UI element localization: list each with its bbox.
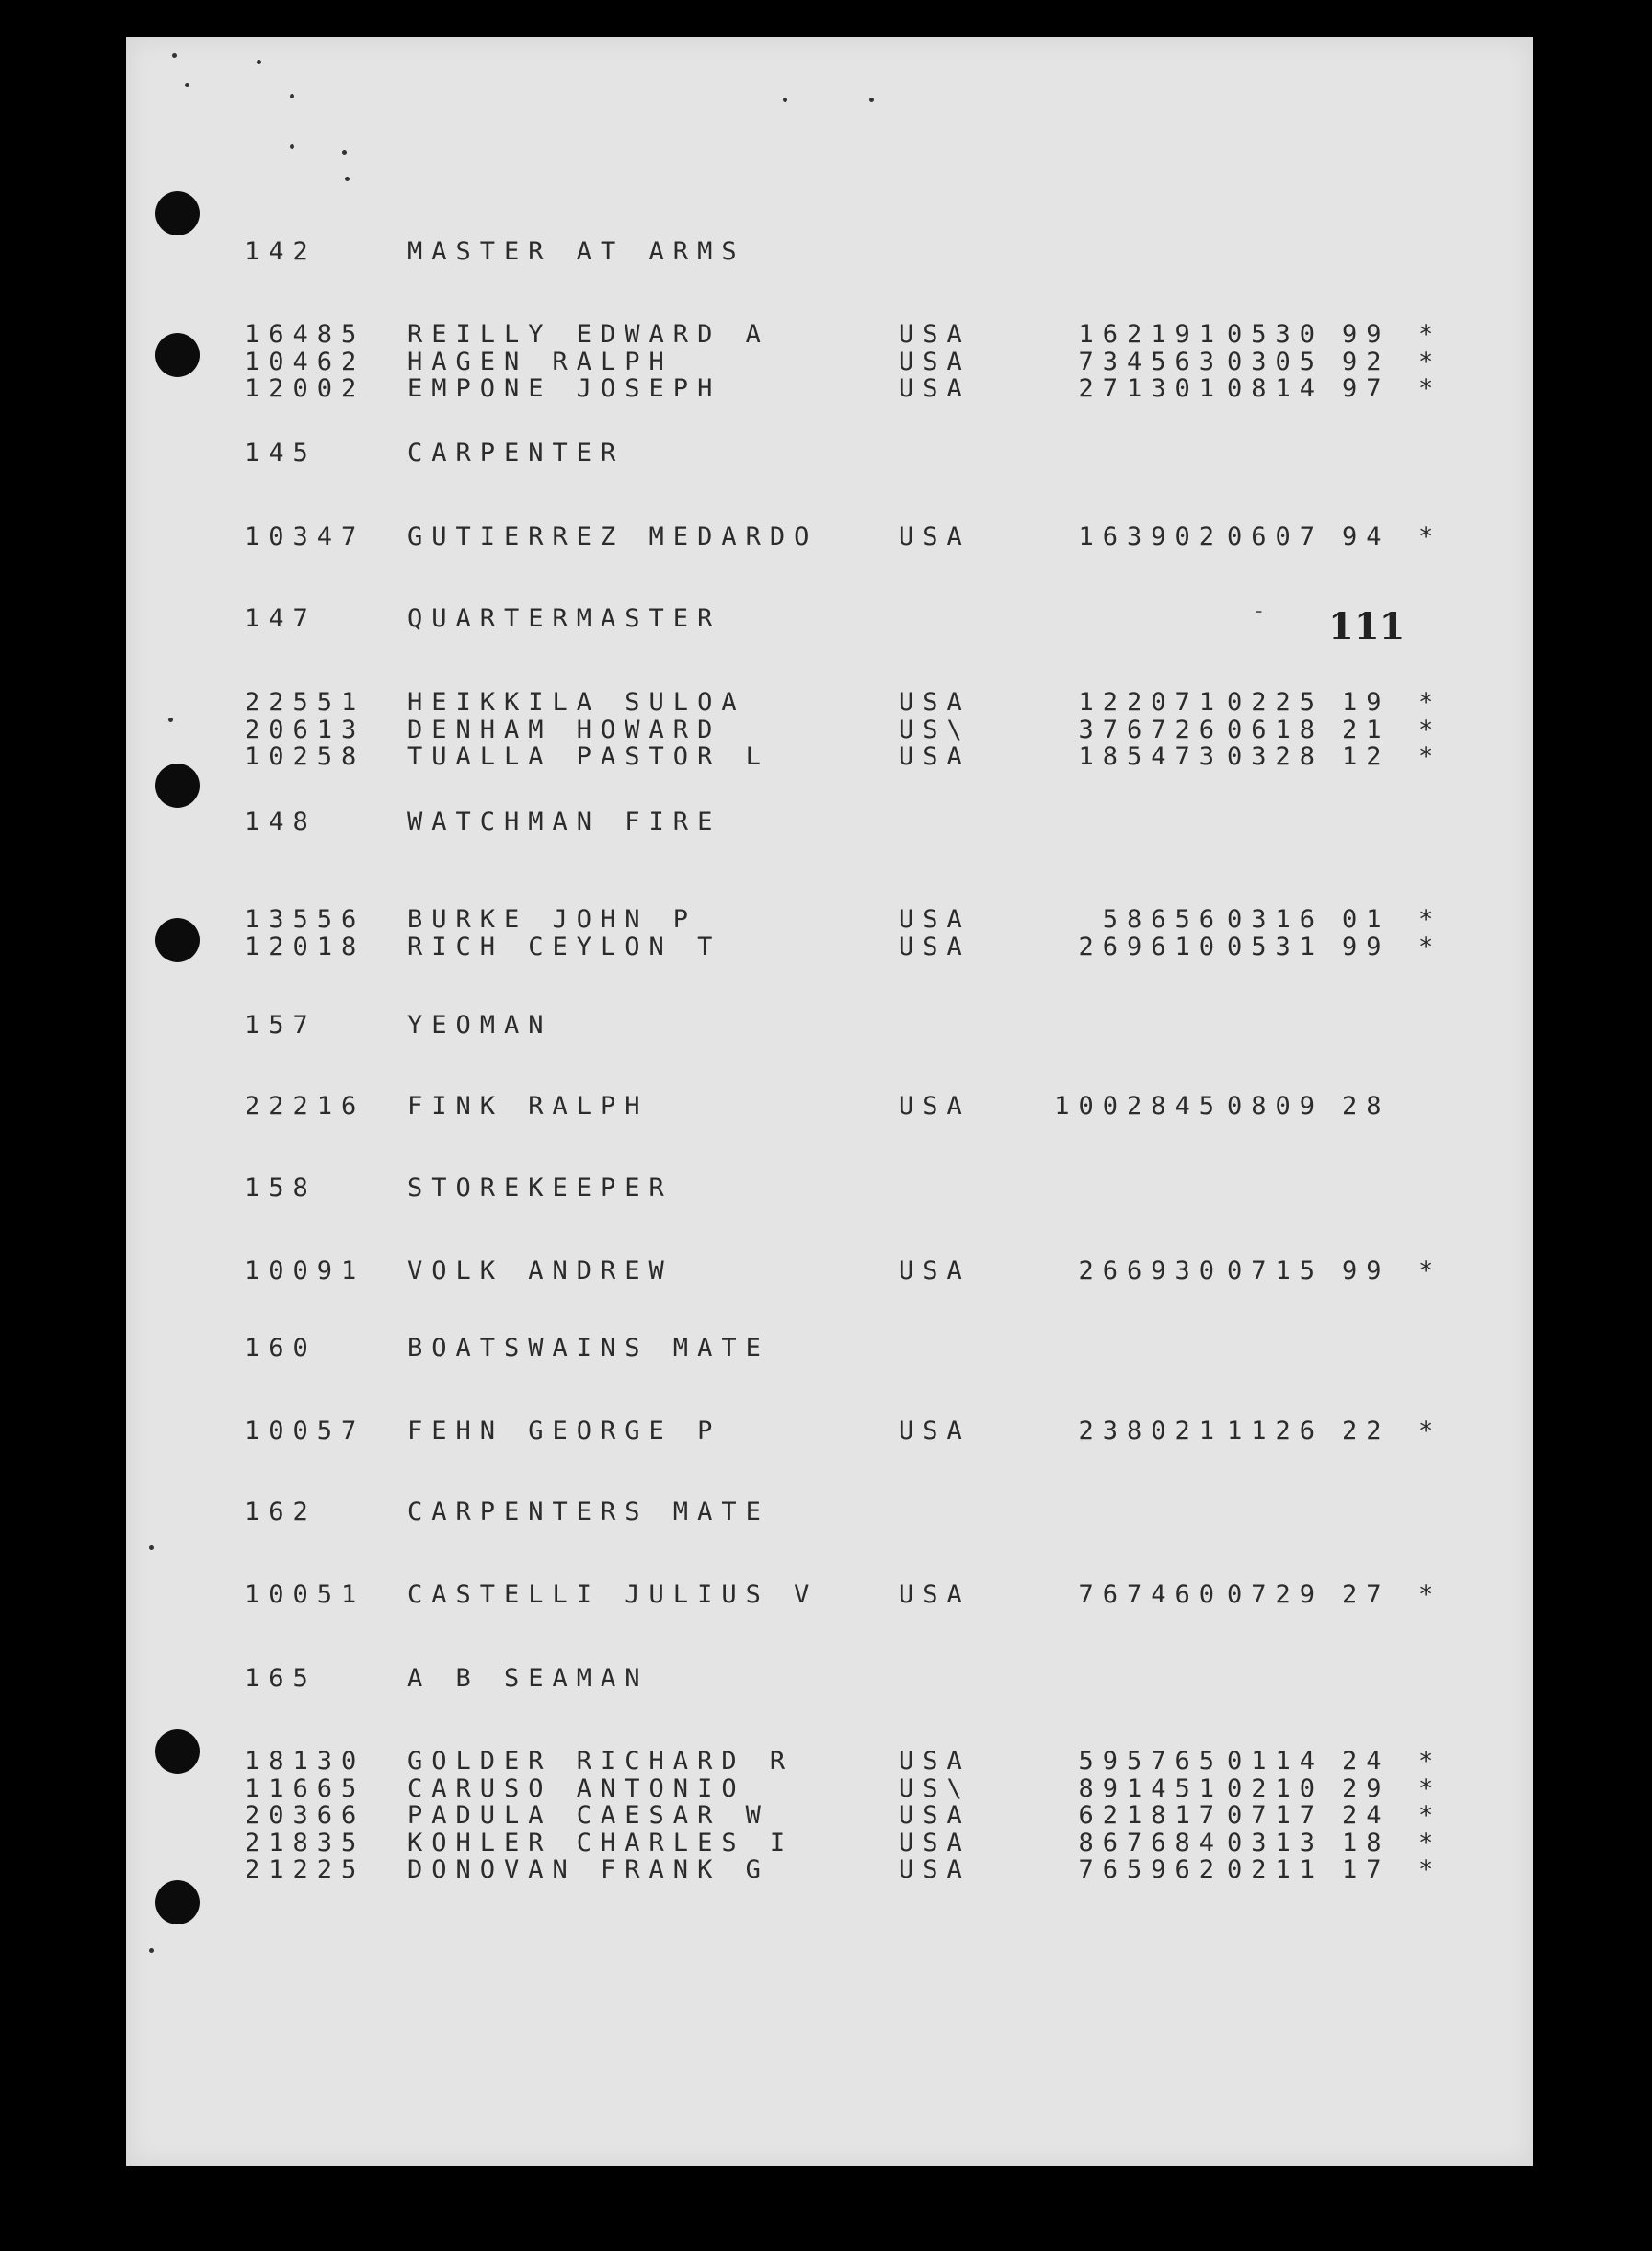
rating-title: QUARTERMASTER: [407, 604, 722, 633]
document-number: 767460: [1078, 1580, 1223, 1609]
rating-title: WATCHMAN FIRE: [407, 808, 722, 836]
document-number: 867684: [1078, 1828, 1223, 1857]
ink-speck: [149, 1948, 154, 1953]
nationality: USA: [899, 1801, 971, 1830]
rating-title: STOREKEEPER: [407, 1174, 673, 1202]
rating-title: BOATSWAINS MATE: [407, 1334, 770, 1362]
ink-speck: [257, 60, 261, 64]
nationality: USA: [899, 347, 971, 376]
crew-name: HEIKKILA SULOA: [407, 688, 746, 717]
section-header: [126, 1174, 1533, 1211]
rating-code: 158: [245, 1174, 317, 1202]
ink-speck: [185, 83, 189, 87]
crew-name: HAGEN RALPH: [407, 347, 673, 376]
rating-title: A B SEAMAN: [407, 1664, 649, 1693]
section-header: [126, 237, 1533, 274]
crew-number: 21835: [245, 1828, 366, 1857]
page-number: 111: [1328, 605, 1405, 649]
crew-number: 21225: [245, 1855, 366, 1884]
nationality: USA: [899, 905, 971, 934]
date-code: 0225: [1227, 688, 1325, 717]
crew-number: 16485: [245, 320, 366, 349]
crew-number: 10258: [245, 742, 366, 771]
nationality: USA: [899, 1580, 971, 1609]
date-code: 0211: [1227, 1855, 1325, 1884]
asterisk-mark: *: [1418, 1774, 1443, 1803]
document-number: 765962: [1078, 1855, 1223, 1884]
crew-number: 12002: [245, 374, 366, 403]
crew-number: 12018: [245, 932, 366, 961]
nationality: US\: [899, 715, 971, 744]
section-header: [126, 808, 1533, 844]
crew-name: PADULA CAESAR W: [407, 1801, 770, 1830]
year-code: 17: [1342, 1855, 1391, 1884]
crew-number: 20613: [245, 715, 366, 744]
ink-speck: [869, 98, 874, 102]
crew-name: FINK RALPH: [407, 1092, 649, 1120]
date-code: 0814: [1227, 374, 1325, 403]
date-code: 0313: [1227, 1828, 1325, 1857]
date-code: 1126: [1227, 1417, 1325, 1445]
crew-name: FEHN GEORGE P: [407, 1417, 722, 1445]
year-code: 24: [1342, 1747, 1391, 1775]
crew-number: 10347: [245, 523, 366, 551]
crew-number: 13556: [245, 905, 366, 934]
crew-name: CASTELLI JULIUS V: [407, 1580, 819, 1609]
crew-number: 10057: [245, 1417, 366, 1445]
nationality: US\: [899, 1774, 971, 1803]
section-header: [126, 1334, 1533, 1371]
date-code: 0531: [1227, 932, 1325, 961]
rating-code: 162: [245, 1498, 317, 1526]
document-number: 122071: [1078, 688, 1223, 717]
year-code: 29: [1342, 1774, 1391, 1803]
crew-number: 22216: [245, 1092, 366, 1120]
crew-row: [126, 374, 1533, 411]
date-code: 0607: [1227, 523, 1325, 551]
year-code: 28: [1342, 1092, 1391, 1120]
document-number: 734563: [1078, 347, 1223, 376]
year-code: 99: [1342, 932, 1391, 961]
punch-hole: [155, 191, 200, 235]
crew-name: DENHAM HOWARD: [407, 715, 722, 744]
year-code: 21: [1342, 715, 1391, 744]
crew-name: GOLDER RICHARD R: [407, 1747, 795, 1775]
year-code: 97: [1342, 374, 1391, 403]
year-code: 24: [1342, 1801, 1391, 1830]
asterisk-mark: *: [1418, 905, 1443, 934]
year-code: 94: [1342, 523, 1391, 551]
asterisk-mark: *: [1418, 742, 1443, 771]
rating-title: MASTER AT ARMS: [407, 237, 746, 266]
crew-name: BURKE JOHN P: [407, 905, 698, 934]
crew-name: KOHLER CHARLES I: [407, 1828, 795, 1857]
crew-number: 11665: [245, 1774, 366, 1803]
crew-row: [126, 523, 1533, 559]
crew-name: VOLK ANDREW: [407, 1257, 673, 1285]
asterisk-mark: *: [1418, 320, 1443, 349]
crew-row: [126, 933, 1533, 970]
year-code: 19: [1342, 688, 1391, 717]
document-number: 891451: [1078, 1774, 1223, 1803]
nationality: USA: [899, 1747, 971, 1775]
section-header: [126, 439, 1533, 476]
nationality: USA: [899, 1257, 971, 1285]
rating-code: 145: [245, 439, 317, 467]
date-code: 0328: [1227, 742, 1325, 771]
date-code: 0305: [1227, 347, 1325, 376]
year-code: 92: [1342, 347, 1391, 376]
nationality: USA: [899, 1828, 971, 1857]
asterisk-mark: *: [1418, 1417, 1443, 1445]
document-number: 376726: [1078, 715, 1223, 744]
section-header: [126, 1011, 1533, 1048]
crew-number: 10091: [245, 1257, 366, 1285]
crew-number: 18130: [245, 1747, 366, 1775]
date-code: 0316: [1227, 905, 1325, 934]
date-code: 0210: [1227, 1774, 1325, 1803]
crew-row: [126, 1092, 1533, 1129]
nationality: USA: [899, 1855, 971, 1884]
crew-name: RICH CEYLON T: [407, 932, 722, 961]
ink-speck: [783, 98, 787, 102]
rating-code: 157: [245, 1011, 317, 1039]
year-code: 99: [1342, 1257, 1391, 1285]
date-code: 0717: [1227, 1801, 1325, 1830]
crew-name: CARUSO ANTONIO: [407, 1774, 746, 1803]
document-number: 58656: [1102, 905, 1223, 934]
crew-name: REILLY EDWARD A: [407, 320, 770, 349]
document-number: 162191: [1078, 320, 1223, 349]
asterisk-mark: *: [1418, 347, 1443, 376]
year-code: 22: [1342, 1417, 1391, 1445]
nationality: USA: [899, 932, 971, 961]
nationality: USA: [899, 374, 971, 403]
section-header: [126, 1664, 1533, 1701]
year-code: 12: [1342, 742, 1391, 771]
nationality: USA: [899, 523, 971, 551]
crew-row: [126, 1417, 1533, 1453]
crew-number: 10051: [245, 1580, 366, 1609]
crew-name: GUTIERREZ MEDARDO: [407, 523, 819, 551]
crew-row: [126, 742, 1533, 779]
ink-speck: [290, 144, 294, 149]
crew-row: [126, 1257, 1533, 1293]
asterisk-mark: *: [1418, 688, 1443, 717]
asterisk-mark: *: [1418, 1747, 1443, 1775]
ink-speck: [290, 94, 294, 98]
rating-code: 142: [245, 237, 317, 266]
date-code: 0114: [1227, 1747, 1325, 1775]
crew-number: 10462: [245, 347, 366, 376]
document-number: 266930: [1078, 1257, 1223, 1285]
year-code: 99: [1342, 320, 1391, 349]
date-code: 0809: [1227, 1092, 1325, 1120]
rating-title: YEOMAN: [407, 1011, 553, 1039]
section-header: [126, 604, 1533, 641]
year-code: 01: [1342, 905, 1391, 934]
asterisk-mark: *: [1418, 1580, 1443, 1609]
asterisk-mark: *: [1418, 1855, 1443, 1884]
date-code: 0618: [1227, 715, 1325, 744]
rating-code: 165: [245, 1664, 317, 1693]
asterisk-mark: *: [1418, 374, 1443, 403]
crew-name: TUALLA PASTOR L: [407, 742, 770, 771]
crew-row: [126, 1855, 1533, 1892]
asterisk-mark: *: [1418, 1828, 1443, 1857]
crew-number: 22551: [245, 688, 366, 717]
ink-speck: [172, 53, 177, 58]
year-code: 27: [1342, 1580, 1391, 1609]
nationality: USA: [899, 1092, 971, 1120]
document-number: 269610: [1078, 932, 1223, 961]
section-header: [126, 1498, 1533, 1534]
page-mark: -: [1253, 600, 1266, 623]
asterisk-mark: *: [1418, 523, 1443, 551]
rating-code: 147: [245, 604, 317, 633]
crew-name: EMPONE JOSEPH: [407, 374, 722, 403]
rating-code: 160: [245, 1334, 317, 1362]
document-number: 621817: [1078, 1801, 1223, 1830]
crew-name: DONOVAN FRANK G: [407, 1855, 770, 1884]
asterisk-mark: *: [1418, 715, 1443, 744]
document-number: 595765: [1078, 1747, 1223, 1775]
asterisk-mark: *: [1418, 932, 1443, 961]
rating-code: 148: [245, 808, 317, 836]
nationality: USA: [899, 688, 971, 717]
document-number: 271301: [1078, 374, 1223, 403]
ink-speck: [149, 1545, 154, 1550]
document-number: 163902: [1078, 523, 1223, 551]
nationality: USA: [899, 1417, 971, 1445]
asterisk-mark: *: [1418, 1257, 1443, 1285]
date-code: 0729: [1227, 1580, 1325, 1609]
rating-title: CARPENTER: [407, 439, 625, 467]
ink-speck: [345, 177, 350, 181]
crew-number: 20366: [245, 1801, 366, 1830]
document-page: [126, 37, 1533, 2166]
year-code: 18: [1342, 1828, 1391, 1857]
date-code: 0530: [1227, 320, 1325, 349]
date-code: 0715: [1227, 1257, 1325, 1285]
rating-title: CARPENTERS MATE: [407, 1498, 770, 1526]
document-number: 238021: [1078, 1417, 1223, 1445]
nationality: USA: [899, 742, 971, 771]
asterisk-mark: *: [1418, 1801, 1443, 1830]
document-number: 1002845: [1054, 1092, 1223, 1120]
crew-row: [126, 1580, 1533, 1617]
ink-speck: [342, 150, 347, 155]
nationality: USA: [899, 320, 971, 349]
document-number: 185473: [1078, 742, 1223, 771]
